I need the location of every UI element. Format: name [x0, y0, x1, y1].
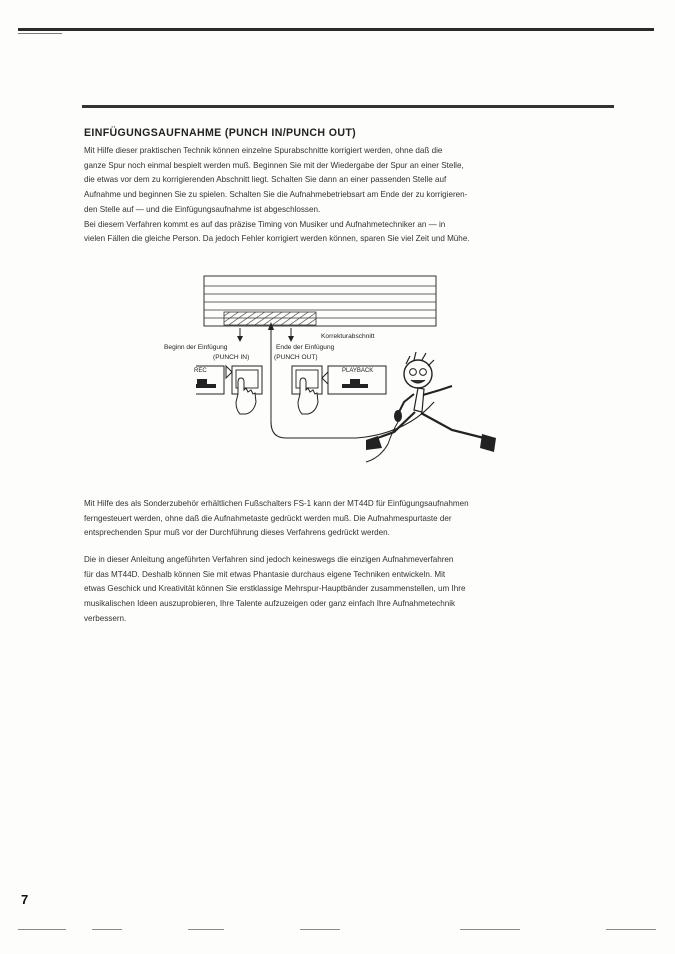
text-line: vielen Fällen die gleiche Person. Da jedoch Fehler korrigiert werden können, sparen Sie viel Zeit und Mühe. [84, 234, 470, 244]
correction-section [224, 312, 316, 325]
text-line: für das MT44D. Deshalb können Sie mit etwas Phantasie durchaus eigene Techniken entwickeln. Mit [84, 569, 446, 579]
footer-rule [92, 929, 122, 930]
hand-pressing-icon [226, 366, 262, 414]
diagram-drawing [196, 262, 531, 492]
label-end: Ende der Einfügung [276, 344, 335, 351]
tape-strip [204, 276, 436, 326]
page-number: 7 [21, 892, 29, 907]
section-heading: EINFÜGUNGSAUFNAHME (PUNCH IN/PUNCH OUT) [84, 127, 357, 139]
top-rule-accent [18, 33, 62, 34]
top-rule [18, 28, 654, 31]
footer-rule [18, 929, 66, 930]
footer-rule [460, 929, 520, 930]
footer-rule [300, 929, 340, 930]
label-punch-in: (PUNCH IN) [213, 354, 250, 361]
text-line: ganze Spur noch einmal bespielt werden muß. Beginnen Sie mit der Wiedergabe der Spur an einer Stelle, [84, 160, 464, 170]
cable-line [271, 402, 434, 438]
text-line: entsprechenden Spur muß vor der Durchführung dieses Verfahrens gedrückt werden. [84, 528, 390, 538]
hand-pressing-icon [292, 366, 328, 414]
text-line: Mit Hilfe dieser praktischen Technik können einzelne Spurabschnitte korrigiert werden, ohne daß die [84, 146, 443, 155]
text-line: die etwas vor dem zu korrigierenden Abschnitt liegt. Schalten Sie dann an einer passenden Stelle auf [84, 175, 447, 185]
playback-button-label: PLAYBACK [342, 368, 374, 374]
text-line: Die in dieser Anleitung angeführten Verfahren sind jedoch keineswegs die einzigen Aufnahmeverfahren [84, 555, 454, 564]
microphone-icon [394, 410, 402, 422]
paragraph-intro [84, 144, 582, 247]
label-begin: Beginn der Einfügung [164, 344, 228, 351]
paragraph-techniques [84, 553, 582, 627]
text-line: etwas Geschick und Kreativität können Sie erstklassige Mehrspur-Hauptbänder zusammenstellen, um Ihre [84, 584, 466, 594]
text-line: Aufnahme und beginnen Sie zu spielen. Schalten Sie die Aufnahmebetriebsart am Ende der zu korrigieren- [84, 190, 468, 200]
label-punch-out: (PUNCH OUT) [274, 354, 318, 361]
punch-in-out-diagram [164, 262, 531, 492]
text-line: Mit Hilfe des als Sonderzubehör erhältlichen Fußschalters FS-1 kann der MT44D für Einfügungsaufnahmen [84, 499, 469, 508]
text-line: ferngesteuert werden, ohne daß die Aufnahmetaste gedrückt werden muß. Die Aufnahmespurtaste der [84, 513, 452, 523]
paragraph-foot-switch [84, 497, 582, 541]
text-line: verbessern. [84, 613, 127, 623]
section-rule [82, 105, 614, 108]
text-line: musikalischen Ideen auszuprobieren, Ihre Talente aufzuzeigen oder ganz einfach Ihre Aufnahmetechnik [84, 599, 456, 609]
footer-rule [606, 929, 656, 930]
text-line: Bei diesem Verfahren kommt es auf das präzise Timing von Musiker und Aufnahmetechniker an — in [84, 219, 446, 229]
footer-rule [188, 929, 224, 930]
rec-button-label: REC [194, 368, 207, 374]
text-line: den Stelle auf — und die Einfügungsaufnahme ist abgeschlossen. [84, 204, 321, 214]
label-correction-section: Korrekturabschnitt [321, 333, 375, 340]
